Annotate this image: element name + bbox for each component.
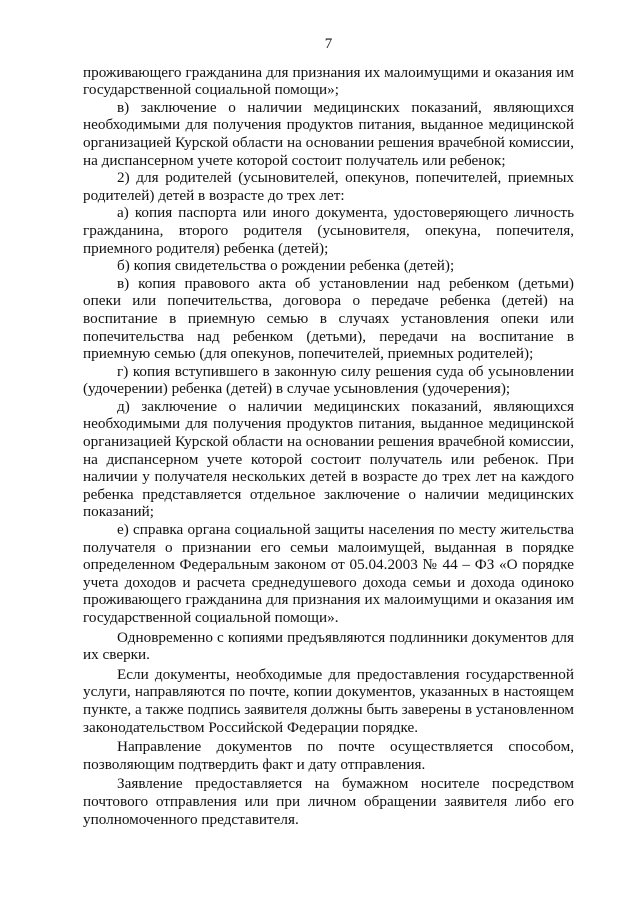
paragraph-originals: Одновременно с копиями предъявляются подлинники документов для их сверки. xyxy=(83,628,574,664)
paragraph-item-a-passport: а) копия паспорта или иного документа, удостоверяющего личность гражданина, второго родителя (усыновителя, опекуна, попечителя, приемного родителя) ребенка (детей); xyxy=(83,204,574,257)
paragraph-item-2-parents: 2) для родителей (усыновителей, опекунов, попечителей, приемных родителей) детей в возрасте до трех лет: xyxy=(83,169,574,204)
paragraph-item-e-certificate: е) справка органа социальной защиты населения по месту жительства получателя о признании его семьи малоимущей, выданная в порядке определенном Федеральным законом от 05.04.2003 № 44 – ФЗ «О порядке учета доходов и расчета среднедушевого дохода семьи и дохода одиноко проживающего гражданина для признания их малоимущими и оказания им государственной социальной помощи». xyxy=(83,521,574,626)
paragraph-continuation: проживающего гражданина для признания их малоимущими и оказания им государственной социальной помощи»; xyxy=(83,63,574,99)
page-number: 7 xyxy=(324,36,333,52)
paragraph-mail-documents: Если документы, необходимые для предоставления государственной услуги, направляются по почте, копии документов, указанных в настоящем пункте, а также подпись заявителя должны быть заверены в установленном законодательством Российской Федерации порядке. xyxy=(83,665,574,736)
paragraph-item-b-birth-certificate: б) копия свидетельства о рождении ребенка (детей); xyxy=(117,257,455,275)
paragraph-item-v-guardianship: в) копия правового акта об установлении над ребенком (детьми) опеки или попечительства, договора о передаче ребенка (детей) на воспитание в приемную семью в случаях установления опеки или попечительства над ребенком (детьми), передачи на воспитание в приемную семью (для опекунов, попечителей, приемных родителей); xyxy=(83,274,574,363)
paragraph-item-v-medical: в) заключение о наличии медицинских показаний, являющихся необходимыми для получения продуктов питания, выданное медицинской организацией Курской области на основании решения врачебной комиссии, на диспансерном учете которой состоит получатель или ребенок; xyxy=(83,98,574,169)
paragraph-item-g-adoption: г) копия вступившего в законную силу решения суда об усыновлении (удочерении) ребенка (детей) в случае усыновления (удочерения); xyxy=(83,362,574,398)
paragraph-item-d-medical: д) заключение о наличии медицинских показаний, являющихся необходимыми для получения продуктов питания, выданное медицинской организацией Курской области на основании решения врачебной комиссии, на диспансерном учете которой состоит получатель или ребенок. При наличии у получателя нескольких детей в возрасте до трех лет на каждого ребенка представляется отдельное заключение о наличии медицинских показаний; xyxy=(83,397,574,521)
paragraph-application: Заявление предоставляется на бумажном носителе посредством почтового отправления или при личном обращении заявителя либо его уполномоченного представителя. xyxy=(83,775,574,828)
paragraph-mail-method: Направление документов по почте осуществляется способом, позволяющим подтвердить факт и дату отправления. xyxy=(83,738,574,773)
